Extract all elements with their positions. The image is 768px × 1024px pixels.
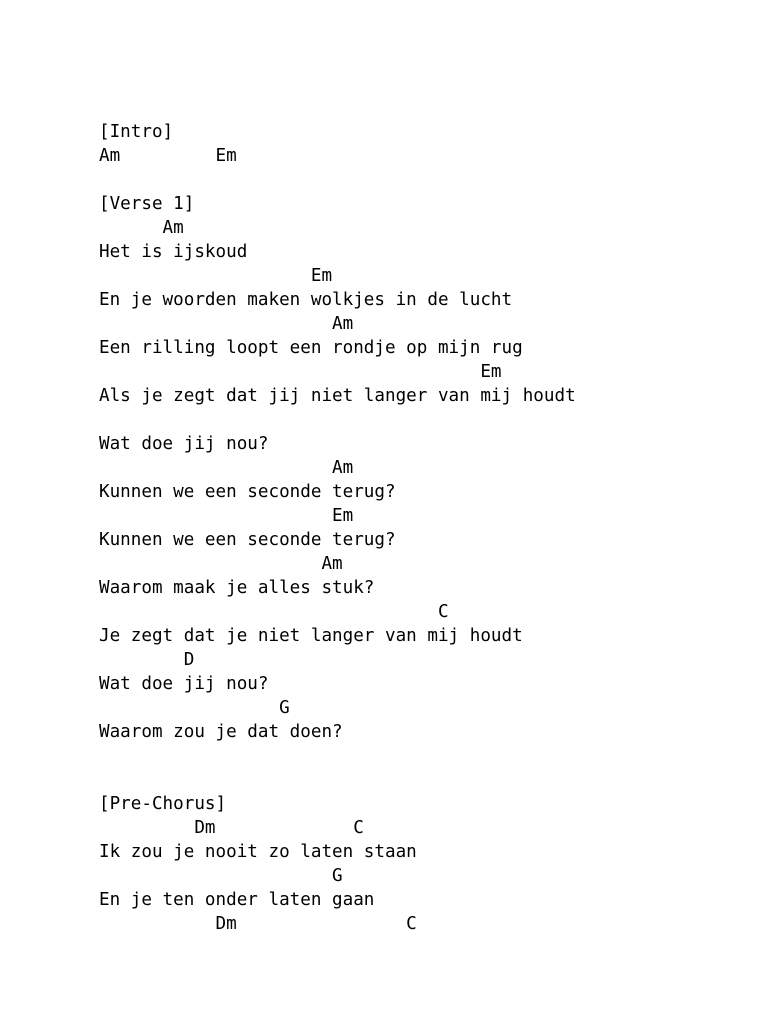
section-header-intro: [Intro] (99, 122, 174, 142)
blank-line (99, 168, 576, 192)
chord-line: Am (99, 458, 354, 478)
chord-line: Em (99, 506, 354, 526)
section-header-verse-1: [Verse 1] (99, 194, 195, 214)
chord-line: Am (99, 314, 354, 334)
blank-line (99, 744, 576, 792)
lyric-line: Kunnen we een seconde terug? (99, 530, 396, 550)
lyric-line: Wat doe jij nou? (99, 434, 269, 454)
lyric-line: Waarom zou je dat doen? (99, 722, 343, 742)
lyric-line: Kunnen we een seconde terug? (99, 482, 396, 502)
chord-line: Am Em (99, 146, 237, 166)
chord-line: D (99, 650, 195, 670)
lyric-line: Als je zegt dat jij niet langer van mij houdt (99, 386, 576, 406)
chord-line: Dm C (99, 818, 364, 838)
lyric-line: Ik zou je nooit zo laten staan (99, 842, 417, 862)
chord-line: Dm C (99, 914, 417, 934)
chord-line: Am (99, 554, 343, 574)
chord-line: Em (99, 266, 333, 286)
lyric-line: Wat doe jij nou? (99, 674, 269, 694)
lyric-line: Een rilling loopt een rondje op mijn rug (99, 338, 523, 358)
lyric-line: En je woorden maken wolkjes in de lucht (99, 290, 513, 310)
lyric-line: Waarom maak je alles stuk? (99, 578, 375, 598)
chord-line: G (99, 866, 343, 886)
chord-line: Em (99, 362, 502, 382)
chord-sheet (99, 120, 576, 936)
lyric-line: Het is ijskoud (99, 242, 248, 262)
blank-line (99, 408, 576, 432)
chord-line: C (99, 602, 449, 622)
chord-line: Am (99, 218, 184, 238)
chord-line: G (99, 698, 290, 718)
section-header-pre-chorus: [Pre-Chorus] (99, 794, 227, 814)
lyric-line: En je ten onder laten gaan (99, 890, 375, 910)
lyric-line: Je zegt dat je niet langer van mij houdt (99, 626, 523, 646)
